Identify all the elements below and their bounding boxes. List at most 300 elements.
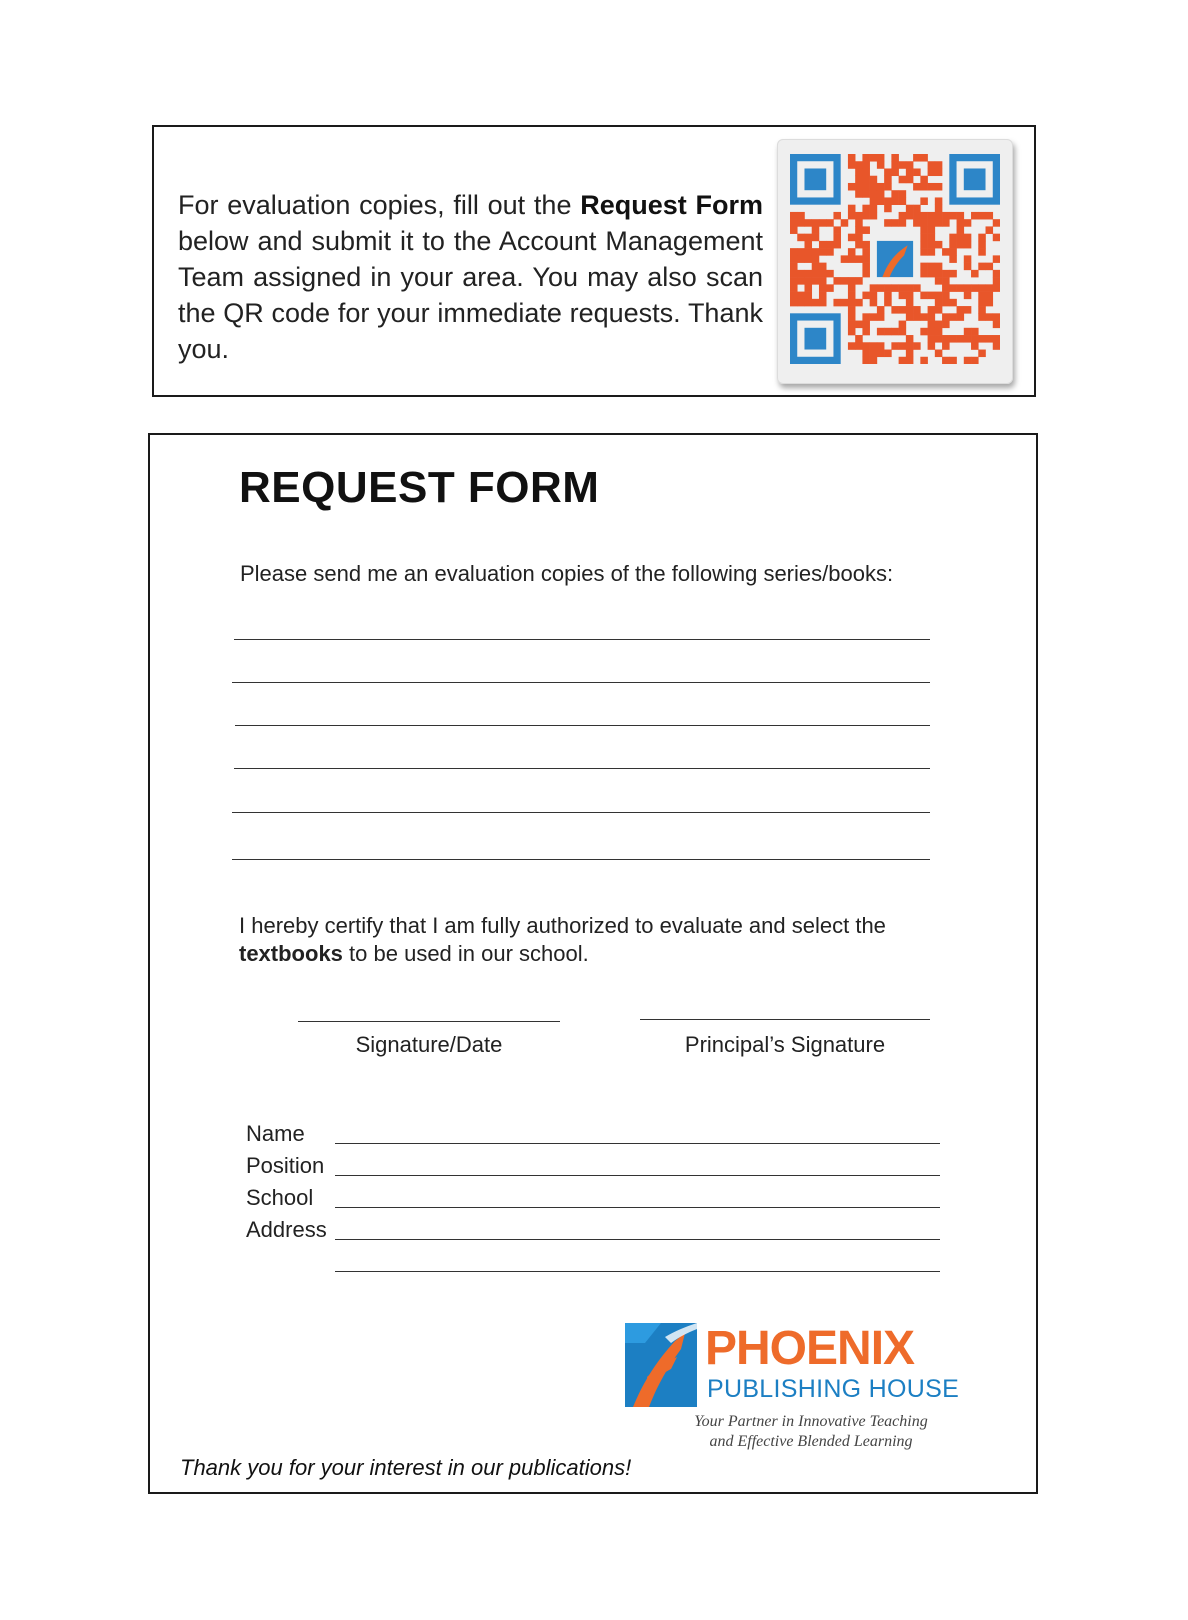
qr-module: [942, 321, 950, 329]
books-line[interactable]: [234, 768, 930, 769]
qr-module: [899, 190, 907, 198]
qr-module: [978, 306, 986, 314]
qr-module: [964, 335, 972, 343]
qr-module: [906, 176, 914, 184]
qr-module: [986, 212, 994, 220]
qr-module: [819, 263, 827, 271]
qr-module: [790, 248, 798, 256]
qr-module: [928, 219, 936, 227]
school-label: School: [246, 1185, 314, 1210]
phoenix-bird-icon: [625, 1323, 697, 1407]
qr-module: [899, 292, 907, 300]
qr-module: [848, 321, 856, 329]
qr-module: [971, 342, 979, 350]
qr-module: [957, 313, 965, 321]
qr-module: [790, 284, 798, 292]
qr-module: [790, 263, 798, 271]
qr-module: [819, 292, 827, 300]
qr-module: [797, 219, 805, 227]
qr-module: [942, 248, 950, 256]
signature-date-line[interactable]: [298, 1021, 560, 1022]
qr-module: [935, 197, 943, 205]
qr-module: [855, 299, 863, 307]
qr-module: [920, 234, 928, 242]
qr-module: [899, 306, 907, 314]
qr-module: [899, 197, 907, 205]
qr-module: [797, 277, 805, 285]
qr-module: [870, 212, 878, 220]
qr-module: [957, 212, 965, 220]
qr-module: [884, 205, 892, 213]
qr-module: [928, 270, 936, 278]
brand-tagline: Your Partner in Innovative Teaching: [694, 1413, 928, 1430]
qr-module: [957, 219, 965, 227]
qr-module: [804, 292, 812, 300]
name-field[interactable]: [335, 1143, 940, 1144]
qr-module: [978, 350, 986, 358]
qr-module: [870, 183, 878, 191]
qr-module: [790, 270, 798, 278]
qr-module: [790, 292, 798, 300]
qr-module: [877, 190, 885, 198]
qr-module: [891, 168, 899, 176]
certification-text-part: I hereby certify that I am fully authorized to evaluate and select the: [239, 913, 886, 938]
qr-module: [920, 328, 928, 336]
qr-module: [978, 284, 986, 292]
qr-module: [986, 284, 994, 292]
qr-module: [928, 183, 936, 191]
qr-module: [906, 313, 914, 321]
qr-module: [848, 212, 856, 220]
qr-module: [978, 241, 986, 249]
intro-text-bold: Request Form: [580, 190, 763, 220]
qr-module: [862, 328, 870, 336]
qr-module: [819, 270, 827, 278]
brand-subtitle: PUBLISHING HOUSE: [707, 1375, 960, 1403]
qr-module: [884, 219, 892, 227]
qr-module: [920, 176, 928, 184]
qr-module: [978, 248, 986, 256]
qr-module: [884, 168, 892, 176]
qr-module: [913, 212, 921, 220]
qr-module: [826, 284, 834, 292]
brand-tagline: and Effective Blended Learning: [709, 1433, 913, 1450]
qr-module: [862, 183, 870, 191]
qr-module: [877, 306, 885, 314]
qr-module: [935, 321, 943, 329]
qr-module: [971, 270, 979, 278]
qr-module: [884, 176, 892, 184]
qr-module: [870, 205, 878, 213]
qr-module: [855, 241, 863, 249]
qr-module: [935, 299, 943, 307]
qr-module: [913, 284, 921, 292]
qr-module: [899, 161, 907, 169]
position-field[interactable]: [335, 1175, 940, 1176]
qr-module: [855, 226, 863, 234]
certification-text-part: to be used in our school.: [342, 941, 589, 966]
qr-module: [899, 212, 907, 220]
qr-module: [928, 248, 936, 256]
qr-module: [993, 255, 1000, 263]
qr-module: [797, 248, 805, 256]
qr-module: [877, 284, 885, 292]
qr-module: [978, 313, 986, 321]
qr-module: [891, 342, 899, 350]
qr-module: [855, 277, 863, 285]
qr-module: [935, 335, 943, 343]
intro-text-part: For evaluation copies, fill out the: [178, 190, 581, 220]
qr-module: [971, 357, 979, 364]
qr-module: [848, 234, 856, 242]
qr-module: [870, 292, 878, 300]
qr-module: [913, 313, 921, 321]
qr-module: [978, 212, 986, 220]
qr-module: [928, 313, 936, 321]
qr-module: [928, 226, 936, 234]
qr-module: [928, 234, 936, 242]
qr-module: [949, 255, 957, 263]
qr-module: [942, 212, 950, 220]
qr-module: [848, 292, 856, 300]
qr-module: [964, 263, 972, 271]
intro-text: [178, 187, 763, 367]
qr-module: [891, 219, 899, 227]
qr-module: [949, 284, 957, 292]
qr-module: [804, 299, 812, 307]
qr-module: [884, 299, 892, 307]
qr-module: [848, 342, 856, 350]
name-label: Name: [246, 1121, 305, 1146]
books-line[interactable]: [234, 639, 930, 640]
qr-module: [884, 328, 892, 336]
qr-module: [913, 342, 921, 350]
qr-finder: [804, 168, 826, 190]
qr-module: [848, 183, 856, 191]
qr-module: [899, 176, 907, 184]
qr-module: [935, 212, 943, 220]
qr-module: [891, 190, 899, 198]
qr-module: [978, 263, 986, 271]
qr-finder: [964, 168, 986, 190]
qr-module: [957, 241, 965, 249]
qr-module: [920, 313, 928, 321]
qr-module: [891, 197, 899, 205]
qr-module: [913, 306, 921, 314]
qr-module: [855, 212, 863, 220]
qr-module: [964, 357, 972, 364]
qr-module: [862, 248, 870, 256]
qr-module: [964, 255, 972, 263]
qr-module: [928, 168, 936, 176]
qr-module: [855, 161, 863, 169]
qr-module: [848, 328, 856, 336]
qr-module: [833, 212, 841, 220]
qr-module: [884, 183, 892, 191]
qr-module: [993, 270, 1000, 278]
qr-module: [899, 357, 907, 364]
qr-module: [942, 342, 950, 350]
qr-module: [848, 161, 856, 169]
qr-module: [819, 299, 827, 307]
qr-module: [964, 234, 972, 242]
qr-module: [928, 321, 936, 329]
qr-module: [826, 241, 834, 249]
qr-module: [986, 292, 994, 300]
qr-module: [870, 284, 878, 292]
qr-module: [790, 226, 798, 234]
qr-module: [812, 299, 820, 307]
qr-module: [928, 342, 936, 350]
qr-module: [942, 292, 950, 300]
qr-module: [942, 270, 950, 278]
qr-module: [884, 197, 892, 205]
books-line[interactable]: [232, 682, 930, 683]
qr-module: [797, 299, 805, 307]
qr-module: [957, 226, 965, 234]
qr-module: [819, 284, 827, 292]
qr-module: [812, 248, 820, 256]
qr-module: [870, 299, 878, 307]
qr-module: [804, 234, 812, 242]
qr-module: [949, 241, 957, 249]
qr-module: [790, 277, 798, 285]
qr-module: [906, 299, 914, 307]
phoenix-logo: [625, 1322, 1005, 1465]
qr-module: [848, 306, 856, 314]
thank-you-note: Thank you for your interest in our publications!: [180, 1455, 632, 1480]
qr-module: [891, 161, 899, 169]
qr-module: [870, 197, 878, 205]
qr-code[interactable]: [777, 139, 1013, 384]
qr-module: [899, 328, 907, 336]
qr-module: [833, 277, 841, 285]
qr-module: [891, 306, 899, 314]
qr-module: [841, 255, 849, 263]
qr-module: [906, 350, 914, 358]
request-form: [148, 433, 1038, 1494]
qr-module: [949, 248, 957, 256]
school-field[interactable]: [335, 1207, 940, 1208]
qr-module: [935, 161, 943, 169]
qr-module: [906, 212, 914, 220]
qr-module: [920, 183, 928, 191]
qr-module: [848, 284, 856, 292]
qr-module: [913, 183, 921, 191]
qr-code-image: [790, 154, 1000, 364]
qr-module: [819, 241, 827, 249]
brand-name: PHOENIX: [705, 1322, 915, 1375]
qr-module: [913, 205, 921, 213]
address-label: Address: [246, 1217, 327, 1242]
qr-module: [986, 313, 994, 321]
qr-module: [986, 226, 994, 234]
qr-module: [891, 154, 899, 162]
qr-module: [870, 154, 878, 162]
books-line[interactable]: [232, 859, 930, 860]
qr-module: [949, 357, 957, 364]
qr-module: [848, 277, 856, 285]
qr-module: [833, 241, 841, 249]
qr-module: [928, 306, 936, 314]
qr-module: [833, 234, 841, 242]
qr-module: [855, 321, 863, 329]
qr-module: [935, 292, 943, 300]
books-line[interactable]: [232, 812, 930, 813]
qr-module: [855, 342, 863, 350]
qr-module: [862, 212, 870, 220]
qr-module: [848, 248, 856, 256]
qr-module: [906, 284, 914, 292]
qr-module: [790, 299, 798, 307]
qr-module: [819, 248, 827, 256]
qr-module: [855, 183, 863, 191]
qr-module: [855, 168, 863, 176]
qr-module: [986, 335, 994, 343]
principal-signature-line[interactable]: [640, 1019, 930, 1020]
qr-module: [848, 313, 856, 321]
qr-module: [833, 299, 841, 307]
qr-module: [993, 284, 1000, 292]
qr-module: [993, 321, 1000, 329]
qr-module: [942, 357, 950, 364]
qr-module: [804, 219, 812, 227]
qr-module: [949, 270, 957, 278]
intro-panel: [152, 125, 1036, 397]
qr-module: [935, 350, 943, 358]
qr-module: [812, 270, 820, 278]
qr-module: [906, 357, 914, 364]
address-field[interactable]: [335, 1239, 940, 1240]
qr-module: [935, 270, 943, 278]
qr-module: [906, 292, 914, 300]
qr-module: [812, 255, 820, 263]
qr-module: [877, 350, 885, 358]
qr-module: [870, 190, 878, 198]
qr-module: [862, 321, 870, 329]
qr-module: [964, 219, 972, 227]
qr-module: [993, 234, 1000, 242]
qr-module: [812, 263, 820, 271]
position-label: Position: [246, 1153, 325, 1178]
qr-module: [986, 263, 994, 271]
qr-module: [790, 255, 798, 263]
qr-module: [862, 292, 870, 300]
qr-module: [949, 299, 957, 307]
qr-module: [899, 284, 907, 292]
books-line[interactable]: [235, 725, 930, 726]
qr-module: [841, 277, 849, 285]
qr-module: [804, 248, 812, 256]
qr-module: [899, 342, 907, 350]
qr-module: [804, 241, 812, 249]
qr-module: [862, 176, 870, 184]
qr-module: [920, 248, 928, 256]
principal-signature-label: Principal’s Signature: [684, 1032, 886, 1057]
qr-module: [877, 328, 885, 336]
qr-module: [920, 241, 928, 249]
qr-module: [870, 313, 878, 321]
qr-module: [819, 277, 827, 285]
qr-module: [928, 292, 936, 300]
qr-module: [804, 284, 812, 292]
qr-module: [920, 357, 928, 364]
qr-module: [797, 212, 805, 220]
qr-module: [935, 219, 943, 227]
qr-module: [870, 176, 878, 184]
qr-module: [804, 255, 812, 263]
certification-text-bold: textbooks: [239, 941, 343, 966]
qr-module: [935, 277, 943, 285]
qr-module: [935, 306, 943, 314]
qr-module: [841, 299, 849, 307]
qr-module: [862, 154, 870, 162]
qr-module: [862, 263, 870, 271]
qr-module: [870, 357, 878, 364]
intro-text-part: below and submit it to the Account Management Team assigned in your area. You may also scan the QR code for your immediate requests. Thank you.: [178, 226, 763, 364]
qr-module: [913, 154, 921, 162]
qr-module: [855, 255, 863, 263]
address-field-line-2[interactable]: [335, 1271, 940, 1272]
qr-module: [877, 161, 885, 169]
qr-module: [826, 219, 834, 227]
qr-module: [884, 292, 892, 300]
qr-module: [942, 277, 950, 285]
qr-module: [957, 335, 965, 343]
qr-module: [804, 277, 812, 285]
qr-module: [906, 342, 914, 350]
qr-module: [862, 255, 870, 263]
qr-module: [949, 335, 957, 343]
qr-module: [848, 299, 856, 307]
qr-module: [920, 226, 928, 234]
certification-text: [239, 912, 939, 968]
qr-module: [855, 234, 863, 242]
qr-module: [877, 197, 885, 205]
qr-module: [877, 342, 885, 350]
qr-module: [884, 284, 892, 292]
qr-module: [855, 335, 863, 343]
qr-module: [928, 335, 936, 343]
qr-module: [935, 241, 943, 249]
qr-module: [797, 234, 805, 242]
qr-module: [993, 335, 1000, 343]
qr-module: [862, 357, 870, 364]
qr-module: [971, 328, 979, 336]
qr-module: [949, 313, 957, 321]
qr-module: [935, 168, 943, 176]
qr-module: [855, 176, 863, 184]
qr-module: [862, 350, 870, 358]
qr-module: [855, 190, 863, 198]
form-instruction: Please send me an evaluation copies of the following series/books:: [240, 561, 894, 586]
qr-module: [964, 292, 972, 300]
qr-module: [891, 328, 899, 336]
qr-module: [862, 190, 870, 198]
qr-module: [812, 226, 820, 234]
qr-module: [971, 335, 979, 343]
qr-module: [928, 241, 936, 249]
qr-module: [804, 270, 812, 278]
qr-module: [826, 248, 834, 256]
qr-module: [964, 241, 972, 249]
qr-module: [920, 197, 928, 205]
qr-module: [957, 284, 965, 292]
qr-module: [906, 205, 914, 213]
qr-module: [949, 234, 957, 242]
qr-module: [848, 205, 856, 213]
qr-module: [942, 335, 950, 343]
